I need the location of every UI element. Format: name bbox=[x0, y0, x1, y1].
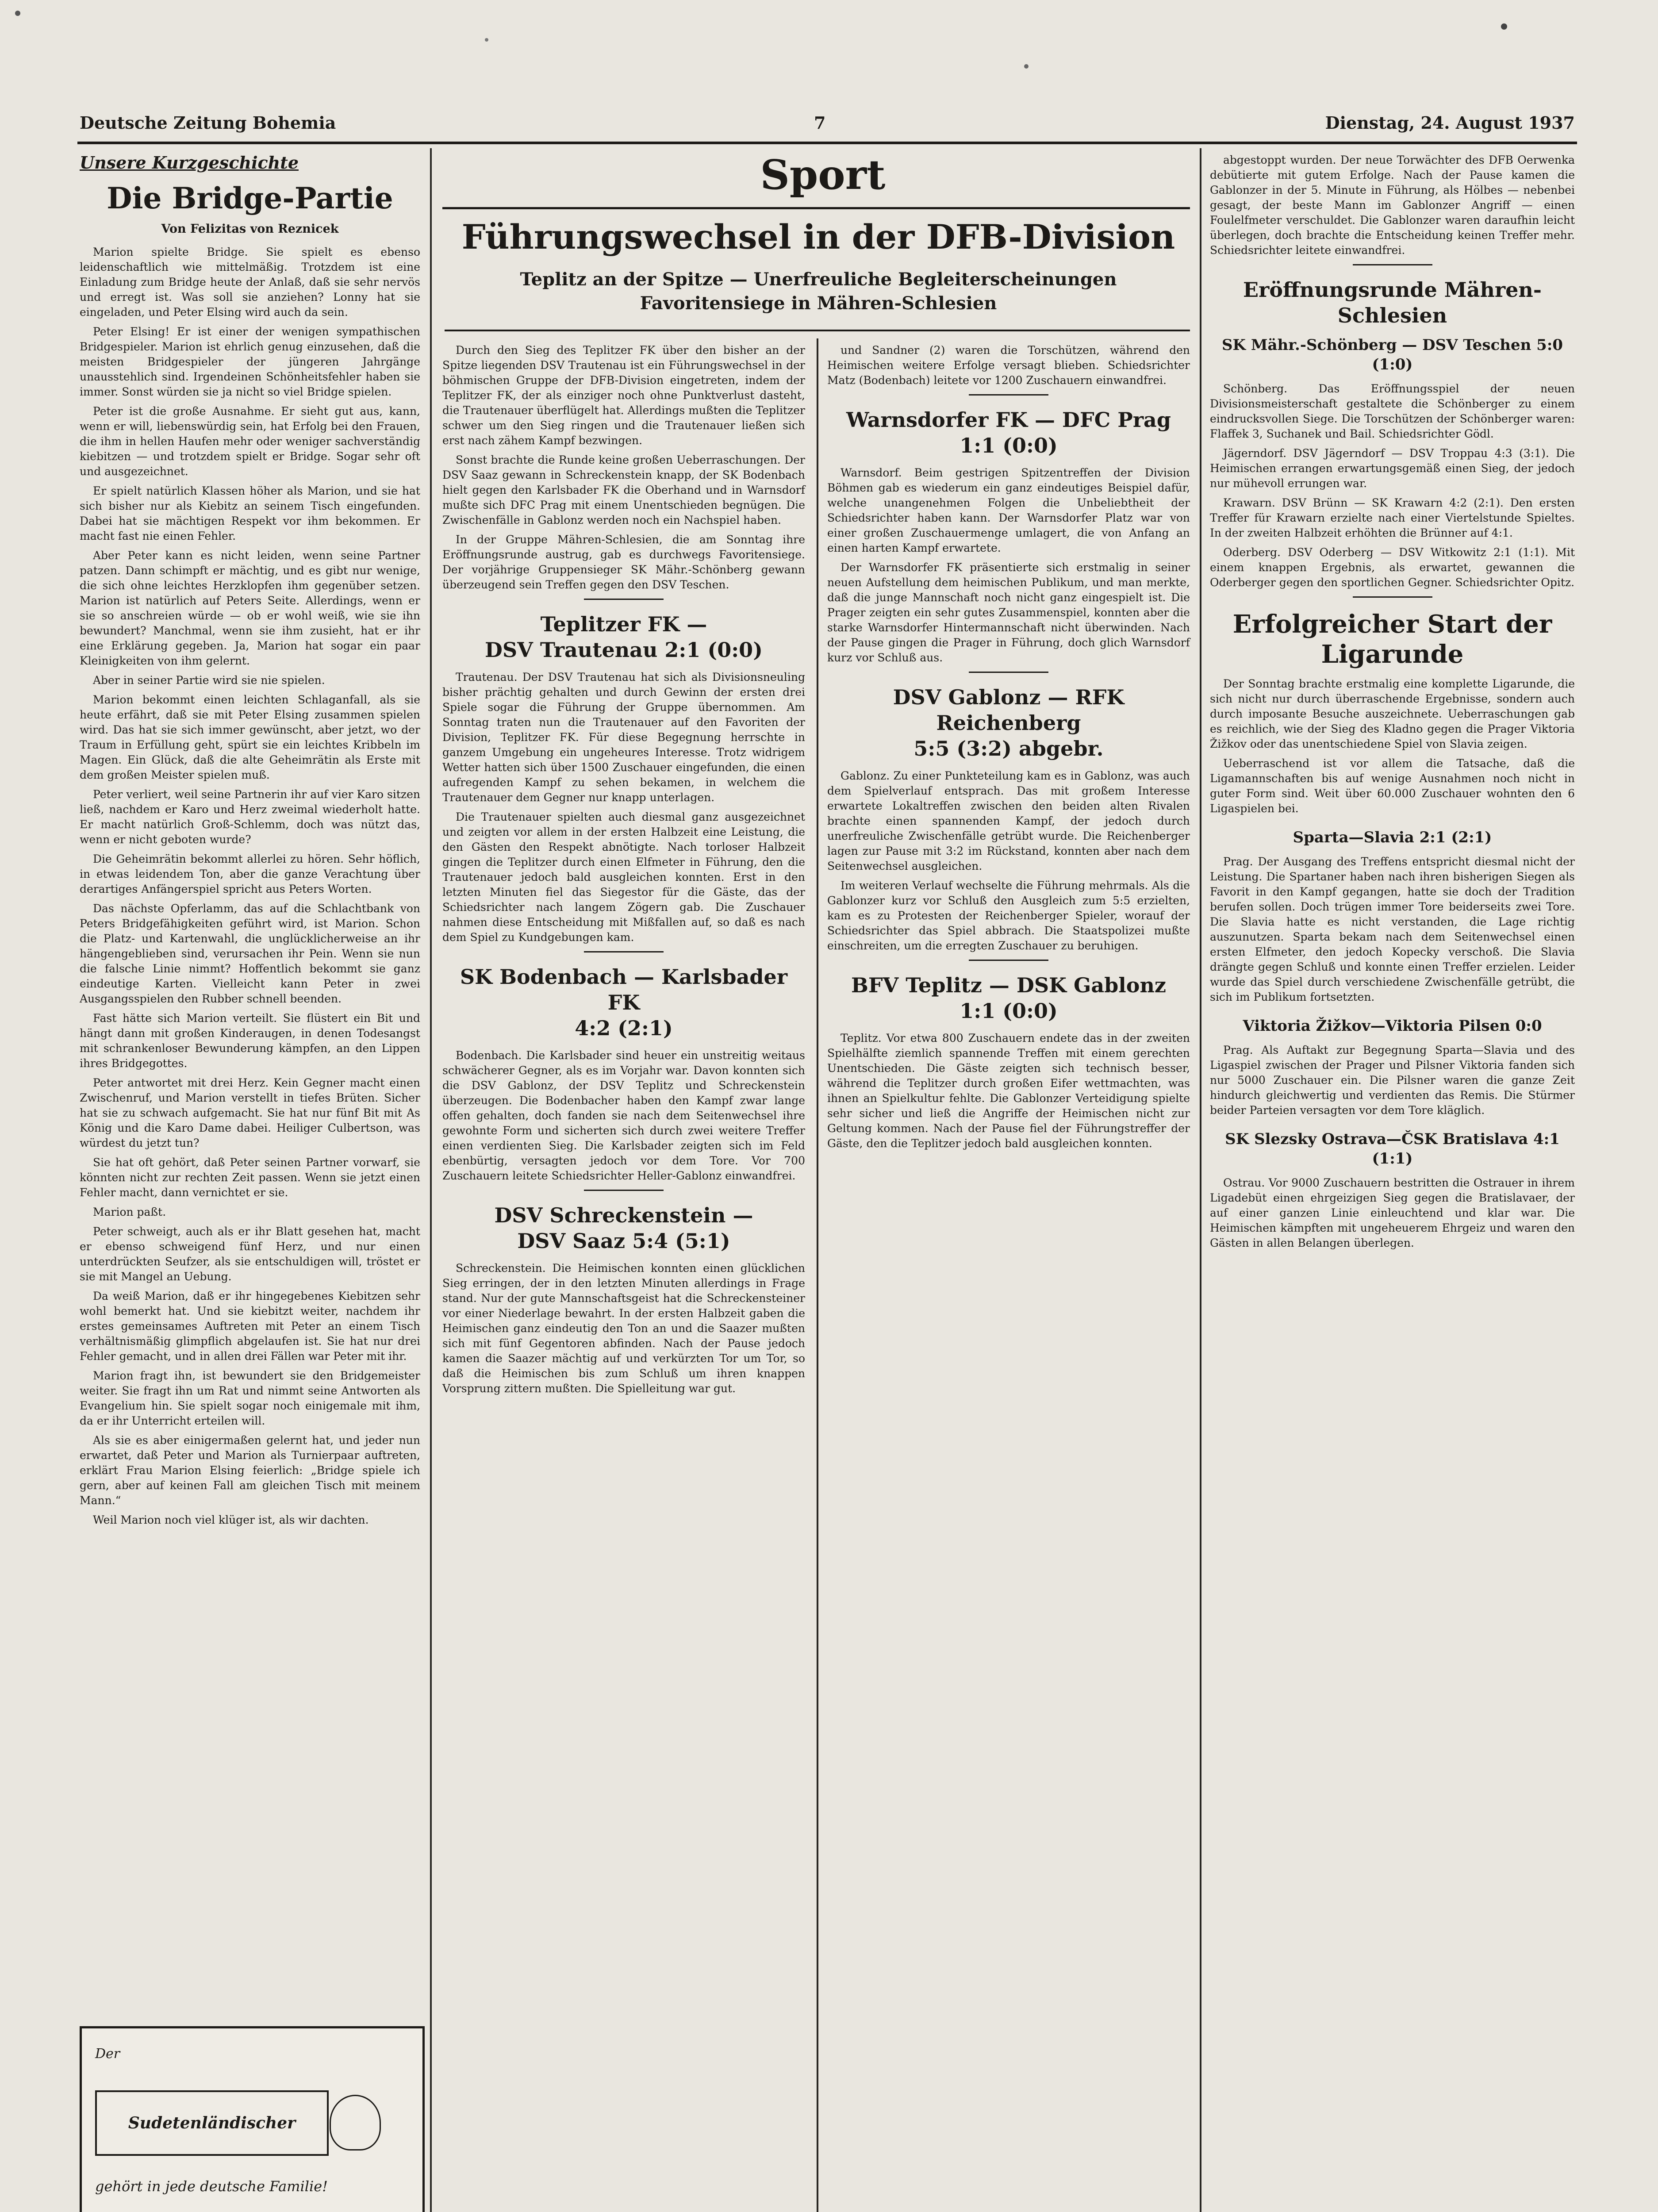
match-headline-line: DSV Gablonz — RFK Reichenberg bbox=[893, 685, 1125, 735]
match-headline-line: DSV Trautenau 2:1 (0:0) bbox=[485, 638, 763, 662]
story-paragraph: Die Geheimrätin bekommt allerlei zu hören. Sehr höflich, in etwas leidendem Ton, aber die ganze Verachtung über derartiges Anfängerspiel spricht aus Peters Worten. bbox=[80, 853, 420, 895]
match-paragraph: Der Warnsdorfer FK präsentierte sich erstmalig in seiner neuen Aufstellung dem heimischen Publikum, und man merkte, daß die junge Mannschaft noch nicht ganz eingespielt ist. Die Prager zeigten ein sehr gutes Zusammenspiel, konnten aber die starke Warnsdorfer Hintermannschaft nicht überwinden. Nach der Pause gingen die Prager in Führung, doch glich Warnsdorf kurz vor Schluß aus. bbox=[827, 561, 1190, 664]
lead-paragraph: Durch den Sieg des Teplitzer FK über den bisher an der Spitze liegenden DSV Trautenau ist ein Führungswechsel in der böhmischen Gruppe der DFB-Division eingetreten, indem der Teplitzer FK, der als einziger noch ohne Punktverlust dasteht, die Trautenauer überflügelt hat. Allerdings mußten die Teplitzer schwer um den Sieg ringen und die Trautenauer ließen sich erst nach zähem Kampf bezwingen. bbox=[442, 344, 805, 447]
story-paragraph: Marion spielte Bridge. Sie spielt es ebenso leidenschaftlich wie mittelmäßig. Trotzdem ist eine Einladung zum Bridge heute der Anlaß, daß sie sehr nervös und erregt ist. Was soll sie anziehen? Lonny hat sie eingeladen, und Peter Elsing wird auch da sein. bbox=[80, 246, 420, 319]
sport-column-left bbox=[442, 343, 805, 1401]
divider bbox=[969, 960, 1048, 961]
story-body bbox=[80, 245, 420, 1528]
match-paragraph: abgestoppt wurden. Der neue Torwächter des DFB Oerwenka debütierte mit gutem Erfolge. Nach der Pause kamen die Gablonzer in der 5. Minute in Führung, als Hölbes — nebenbei gesagt, der beste Mann im Gablonzer Angriff — einen Foulelfmeter verschuldet. Die Gablonzer waren daraufhin leicht überlegen, doch brachte die Entscheidung keinen Treffer mehr. Schiedsrichter leitete einwandfrei. bbox=[1210, 154, 1575, 257]
sport-column-right bbox=[827, 343, 1190, 1156]
section-title: Sport bbox=[760, 151, 886, 199]
match-paragraph: Prag. Der Ausgang des Treffens entspricht diesmal nicht der Leistung. Die Spartaner haben nach ihren bisherigen Siegen als Favorit in den Kampf gegangen, hatte sie doch der Tradition berufen sollen. Doch trügen immer Tore beiderseits zwei Tore. Die Slavia hatte es nicht verstanden, die Lage richtig auszunutzen. Sparta bekam nach dem Seitenwechsel einen ersten Elfmeter, den jedoch Kopecky verschoß. Die Slavia drängte gegen Schluß und konnte einen Treffer erzielen. Leider wurde das Spiel durch verschiedene Zwischenfälle getrübt, die sich im Publikum fortsetzten. bbox=[1210, 855, 1575, 1003]
match-paragraph: Prag. Als Auftakt zur Begegnung Sparta—Slavia und des Ligaspiel zwischen der Prager und Pilsner Viktoria fanden sich nur 5000 Zuschauer ein. Die Pilsner waren die ganze Zeit hindurch gleichwertig und verdienten das Remis. Die Stürmer beider Parteien versagten vor dem Tore kläglich. bbox=[1210, 1044, 1575, 1117]
story-column bbox=[80, 153, 420, 1532]
story-paragraph: Er spielt natürlich Klassen höher als Marion, und sie hat sich bisher nur als Kiebitz an seinem Tisch eingefunden. Dabei hat sie mächtigen Respekt vor ihm bekommen. Er macht fast nie einen Fehler. bbox=[80, 484, 420, 542]
ad-kicker: Der bbox=[95, 2046, 120, 2062]
match-paragraph: Schönberg. Das Eröffnungsspiel der neuen Divisionsmeisterschaft gestaltete die Schönberger zu einem eindrucksvollen Siege. Die Torschützen der Schönberger waren: Flaffek 3, Suchanek und Bail. Schiedsrichter Gödl. bbox=[1210, 382, 1575, 440]
story-paragraph: Peter ist die große Ausnahme. Er sieht gut aus, kann, wenn er will, liebenswürdig sein, hat Erfolg bei den Frauen, die ihm in hellen Haufen mehr oder weniger sachverständig kiebitzen — und trotzdem spielt er Bridge. Sogar sehr oft und ausgezeichnet. bbox=[80, 405, 420, 478]
story-paragraph: Aber in seiner Partie wird sie nie spielen. bbox=[93, 674, 325, 687]
calendar-advertisement bbox=[80, 2026, 425, 2212]
match-paragraph: Der Sonntag brachte erstmalig eine komplette Ligarunde, die sich nicht nur durch überraschende Ergebnisse, sondern auch durch imposante Besuche auszeichnete. Ueberraschungen gab es reichlich, wie der Sieg des Kladno gegen die Prager Viktoria Žižkov oder das unentschiedene Spiel von Slavia zeigen. bbox=[1210, 677, 1575, 750]
story-paragraph: Weil Marion noch viel klüger ist, als wir dachten. bbox=[93, 1513, 369, 1526]
lead-headline: Führungswechsel in der DFB-Division bbox=[461, 217, 1175, 257]
match-headline-line: DSV Schreckenstein — bbox=[494, 1203, 753, 1227]
match-headline-line: Warnsdorfer FK — DFC Prag bbox=[846, 408, 1171, 432]
match-headline: SK Slezsky Ostrava—ČSK Bratislava 4:1 (1:1) bbox=[1225, 1130, 1560, 1167]
story-paragraph: Marion paßt. bbox=[93, 1206, 166, 1218]
ad-title: Sudetenländischer bbox=[95, 2090, 329, 2156]
story-paragraph: Marion fragt ihn, ist bewundert sie den Bridgemeister weiter. Sie fragt ihn um Rat und nimmt seine Antworten als Evangelium hin. Sie spielt sogar noch einigemale mit ihm, da er ihr Unterricht erteilen will. bbox=[80, 1369, 420, 1427]
match-headline bbox=[827, 972, 1190, 1024]
divider bbox=[584, 1190, 664, 1191]
story-paragraph: Fast hätte sich Marion verteilt. Sie flüstert ein Bit und hängt dann mit großen Kinderaugen, in denen Todesangst mit schrankenloser Bewunderung kämpfen, an den Lippen ihres Bridgegottes. bbox=[80, 1012, 420, 1070]
story-byline: Von Felizitas von Reznicek bbox=[161, 222, 339, 236]
column-rule bbox=[430, 148, 432, 2212]
match-paragraph: Jägerndorf. DSV Jägerndorf — DSV Troppau 4:3 (3:1). Die Heimischen errangen erwartungsgemäß einen Sieg, der jedoch nur mühevoll errungen war. bbox=[1210, 447, 1575, 490]
sport-column-far-right bbox=[1210, 153, 1575, 1255]
issue-date: Dienstag, 24. August 1937 bbox=[1325, 113, 1575, 133]
page-header bbox=[80, 113, 1575, 144]
header-rule bbox=[77, 142, 1577, 144]
match-paragraph: Im weiteren Verlauf wechselte die Führung mehrmals. Als die Gablonzer kurz vor Schluß den Ausgleich zum 5:5 erzielten, kam es zu Protesten der Reichenberger Spieler, worauf der Schiedsrichter das Spiel abbrach. Die Staatspolizei mußte einschreiten, um die erregten Zuschauer zu beruhigen. bbox=[827, 879, 1190, 952]
match-headline-line: 5:5 (3:2) abgebr. bbox=[913, 737, 1104, 760]
section-headline: Eröffnungsrunde Mähren-Schlesien bbox=[1243, 278, 1542, 327]
match-paragraph: Ostrau. Vor 9000 Zuschauern bestritten die Ostrauer in ihrem Ligadebüt einen ehrgeizigen Sieg gegen die Bratislavaer, der auf einer ganzen Linie einleuchtend und klar war. Die Heimischen kämpften mit ungeheuerem Ehrgeiz und waren den Gästen in allen Belangen überlegen. bbox=[1210, 1176, 1575, 1249]
match-paragraph: Teplitz. Vor etwa 800 Zuschauern endete das in der zweiten Spielhälfte ziemlich spannende Treffen mit einem gerechten Unentschieden. Die Gäste zeigten sich technisch besser, während die Teplitzer durch großen Eifer wettmachten, was ihnen an Spielkultur fehlte. Die Gablonzer Verteidigung spielte sehr sicher und ließ die Angriffe der Heimischen nicht zur Geltung kommen. Nach der Pause fiel der Führungstreffer der Gäste, den die Teplitzer jedoch bald ausgleichen konnten. bbox=[827, 1032, 1190, 1150]
story-title: Die Bridge-Partie bbox=[107, 181, 393, 215]
match-paragraph: Schreckenstein. Die Heimischen konnten einen glücklichen Sieg erringen, der in den letzten Minuten allerdings in Frage stand. Nur der gute Mannschaftsgeist hat die Schreckensteiner vor einer Niederlage bewahrt. In der ersten Halbzeit gaben die Heimischen ganz eindeutig den Ton an und die Saazer mußten sich mit fünf Gegentoren abfinden. Nach der Pause jedoch kamen die Saazer mächtig auf und verkürzten Tor um Tor, so daß die Heimischen bis zum Schluß um ihren knappen Vorsprung zittern mußten. Die Spielleitung war gut. bbox=[442, 1262, 805, 1395]
column-rule bbox=[817, 338, 818, 2212]
match-headline-line: Teplitzer FK — bbox=[540, 612, 707, 636]
match-headline bbox=[442, 611, 805, 663]
publisher-seal-icon bbox=[330, 2095, 381, 2151]
match-paragraph: und Sandner (2) waren die Torschützen, während den Heimischen weitere Erfolge versagt blieben. Schiedsrichter Matz (Bodenbach) leitete vor 1200 Zuschauern einwandfrei. bbox=[827, 344, 1190, 387]
match-headline: SK Mähr.-Schönberg — DSV Teschen 5:0 (1:0) bbox=[1221, 336, 1563, 373]
match-paragraph: Krawarn. DSV Brünn — SK Krawarn 4:2 (2:1). Den ersten Treffer für Krawarn erzielte nach einer Viertelstunde Spieltes. In der zweiten Halbzeit erhöhten die Brünner auf 4:1. bbox=[1210, 496, 1575, 539]
section-rule bbox=[442, 207, 1190, 209]
lead-subheadline bbox=[447, 268, 1190, 315]
match-headline bbox=[442, 964, 805, 1041]
newspaper-name: Deutsche Zeitung Bohemia bbox=[80, 113, 336, 133]
divider bbox=[969, 394, 1048, 396]
match-headline-line: SK Bodenbach — Karlsbader FK bbox=[460, 965, 788, 1014]
match-headline bbox=[827, 684, 1190, 761]
divider bbox=[1353, 264, 1432, 265]
match-headline bbox=[442, 1202, 805, 1254]
lead-subheadline-line: Teplitz an der Spitze — Unerfreuliche Begleiterscheinungen bbox=[520, 269, 1117, 290]
story-paragraph: Das nächste Opferlamm, das auf die Schlachtbank von Peters Bridgefähigkeiten geführt wird, ist Marion. Schon die Platz- und Kartenwahl, die unglücklicherweise an ihr hängengeblieben sind, verursachen ihr Pein. Wenn sie nun die falsche Linie nimmt? Hoffentlich bekommt sie ganz eindeutige Karten. Vielleicht kann Peter in zwei Ausgangsspielen den Rubber schnell beenden. bbox=[80, 902, 420, 1005]
story-paragraph: Peter Elsing! Er ist einer der wenigen sympathischen Bridgespieler. Marion ist ehrlich genug einzusehen, daß die meisten Bridgespieler der jüngeren Jahrgänge unausstehlich sind. Irgendeinen Schönheitsfehler haben sie immer. Sonst würden sie ja nicht so viel Bridge spielen. bbox=[80, 325, 420, 398]
match-paragraph: Die Trautenauer spielten auch diesmal ganz ausgezeichnet und zeigten vor allem in der ersten Halbzeit eine Leistung, die den Gästen den Respekt abnötigte. Nach torloser Halbzeit gingen die Teplitzer durch einen Elfmeter in Führung, den die Trautenauer jedoch bald ausgleichen konnten. Erst in den letzten Minuten fiel das Siegestor für die Gäste, das der Schiedsrichter nach langem Zögern gab. Die Zuschauer nahmen diese Entscheidung mit Mißfallen auf, so daß es nach dem Spiel zu Kundgebungen kam. bbox=[442, 810, 805, 944]
match-paragraph: Gablonz. Zu einer Punkteteilung kam es in Gablonz, was auch dem Spielverlauf entsprach. Das mit großem Interesse erwartete Lokaltreffen zwischen den beiden alten Rivalen brachte einen spannenden Kampf, der jedoch durch unerfreuliche Zwischenfälle getrübt wurde. Die Reichenberger lagen zur Pause mit 3:2 im Rückstand, konnten aber nach dem Seitenwechsel ausgleichen. bbox=[827, 769, 1190, 872]
match-headline bbox=[827, 407, 1190, 458]
lead-subheadline-line: Favoritensiege in Mähren-Schlesien bbox=[640, 293, 997, 314]
divider bbox=[1353, 596, 1432, 598]
match-paragraph: Bodenbach. Die Karlsbader sind heuer ein unstreitig weitaus schwächerer Gegner, als es im Vorjahr war. Davon konnten sich die DSV Gablonz, der DSV Teplitz und Schreckenstein überzeugen. Die Bodenbacher haben den Kampf zwar lange offen gehalten, doch fanden sie nach dem Seitenwechsel ihre gewohnte Form und sicherten sich durch zwei weitere Treffer einen verdienten Sieg. Die Karlsbader zeigten sich im Feld ebenbürtig, versagten jedoch vor dem Tore. Vor 700 Zuschauern leitete Schiedsrichter Heller-Gablonz einwandfrei. bbox=[442, 1049, 805, 1182]
story-paragraph: Peter antwortet mit drei Herz. Kein Gegner macht einen Zwischenruf, und Marion verstellt in tiefes Brüten. Sicher hat sie zu schwach aufgemacht. Sie hat nur fünf Bit mit As König und die Karo Dame dabei. Heiliger Culbertson, was würdest du jetzt tun? bbox=[80, 1076, 420, 1149]
divider bbox=[584, 599, 664, 600]
match-paragraph: Ueberraschend ist vor allem die Tatsache, daß die Ligamannschaften bis auf wenige Ausnahmen noch nicht in guter Form sind. Weit über 60.000 Zuschauer wohnten den 6 Ligaspielen bei. bbox=[1210, 757, 1575, 815]
story-kicker: Unsere Kurzgeschichte bbox=[80, 153, 299, 173]
section-headline: Erfolgreicher Start der Ligarunde bbox=[1232, 610, 1552, 669]
match-headline-line: 1:1 (0:0) bbox=[959, 434, 1058, 457]
match-headline-line: DSV Saaz 5:4 (5:1) bbox=[517, 1229, 730, 1253]
match-paragraph: Trautenau. Der DSV Trautenau hat sich als Divisionsneuling bisher prächtig gehalten und durch Gewinn der ersten drei Spiele sogar die Führung der Gruppe übernommen. Am Sonntag traten nun die Trautenauer auf den Favoriten der Division, Teplitzer FK. Für diese Begegnung herrschte in ganzem Umgebung ein ungeheures Interesse. Trotz widrigem Wetter hatten sich über 1500 Zuschauer eingefunden, die einen aufregenden Kampf zu sehen bekamen, in welchem die Trautenauer dem Gegner nur knapp unterlagen. bbox=[442, 671, 805, 804]
story-paragraph: Als sie es aber einigermaßen gelernt hat, und jeder nun erwartet, daß Peter und Marion als Turnierpaar auftreten, erklärt Frau Marion Elsing feierlich: „Bridge spiele ich gern, aber auf keinen Fall am gleichen Tisch mit meinem Mann.“ bbox=[80, 1434, 420, 1507]
match-paragraph: Warnsdorf. Beim gestrigen Spitzentreffen der Division Böhmen gab es wiederum ein ganz eindeutiges Beispiel dafür, welche unangenehmen Folgen die Unbeliebtheit der Schiedsrichter haben kann. Der Warnsdorfer Platz war von einer großen Zuschauermenge umlagert, die von Anfang an einen harten Kampf erwartete. bbox=[827, 466, 1190, 554]
lead-paragraph: In der Gruppe Mähren-Schlesien, die am Sonntag ihre Eröffnungsrunde austrug, gab es durchwegs Favoritensiege. Der vorjährige Gruppensieger SK Mähr.-Schönberg gewann überzeugend sein Treffen gegen den DSV Teschen. bbox=[442, 533, 805, 591]
ad-slogan: gehört in jede deutsche Familie! bbox=[95, 2178, 328, 2195]
story-paragraph: Aber Peter kann es nicht leiden, wenn seine Partner patzen. Dann schimpft er mächtig, und es gibt nur wenige, die sich ohne leichtes Herzklopfen ihm gegenüber setzen. Marion ist natürlich auf Peters Seite. Allerdings, wenn er sie so anschreien würde — ob er wohl weiß, wie sie ihn bewundert? Manchmal, wenn sie ihm zusieht, hat er ihr eine Erklärung gegeben. Ja, Marion hat sogar ein paar Kleinigkeiten von ihm gelernt. bbox=[80, 549, 420, 667]
match-headline: Viktoria Žižkov—Viktoria Pilsen 0:0 bbox=[1243, 1017, 1542, 1035]
story-paragraph: Peter verliert, weil seine Partnerin ihr auf vier Karo sitzen ließ, nachdem er Karo und Herz zweimal wiederholt hatte. Er macht natürlich Groß-Schlemm, doch was nützt das, wenn er nicht geboten wurde? bbox=[80, 788, 420, 846]
match-headline: Sparta—Slavia 2:1 (2:1) bbox=[1293, 829, 1492, 846]
match-headline-line: 1:1 (0:0) bbox=[959, 999, 1058, 1023]
column-rule bbox=[1200, 148, 1201, 2212]
lead-paragraph: Sonst brachte die Runde keine großen Ueberraschungen. Der DSV Saaz gewann in Schreckenstein knapp, der SK Bodenbach hielt gegen den Karlsbader FK die Oberhand und in Warnsdorf mußte sich DFC Prag mit einem Unentschieden begnügen. Die Zwischenfälle in Gablonz werden noch ein Nachspiel haben. bbox=[442, 453, 805, 526]
page-number: 7 bbox=[814, 113, 826, 133]
divider bbox=[584, 951, 664, 952]
lead-rule bbox=[445, 330, 1190, 331]
story-paragraph: Da weiß Marion, daß er ihr hingegebenes Kiebitzen sehr wohl bemerkt hat. Und sie kiebitzt weiter, nachdem ihr erstes gemeinsames Auftreten mit Peter an einem Tisch verhältnismäßig glimpflich abgelaufen ist. Sie hat nur drei Fehler gemacht, und in allen drei Fällen war Peter mit ihr. bbox=[80, 1290, 420, 1363]
match-paragraph: Oderberg. DSV Oderberg — DSV Witkowitz 2:1 (1:1). Mit einem knappen Ergebnis, als erwartet, gewannen die Oderberger gegen den sportlichen Gegner. Schiedsrichter Opitz. bbox=[1210, 546, 1575, 589]
story-paragraph: Sie hat oft gehört, daß Peter seinen Partner vorwarf, sie könnten nicht zur rechten Zeit passen. Wenn sie jetzt einen Fehler macht, dann vernichtet er sie. bbox=[80, 1156, 420, 1199]
match-headline-line: BFV Teplitz — DSK Gablonz bbox=[851, 973, 1167, 997]
match-headline-line: 4:2 (2:1) bbox=[575, 1016, 673, 1040]
divider bbox=[969, 672, 1048, 673]
story-paragraph: Marion bekommt einen leichten Schlaganfall, als sie heute erfährt, daß sie mit Peter Elsing zusammen spielen wird. Das hat sie sich immer gewünscht, aber jetzt, wo der Traum in Erfüllung geht, spürt sie ein leichtes Kribbeln im Magen. Ein Glück, daß die alte Geheimrätin als Erste mit dem großen Meister spielen muß. bbox=[80, 693, 420, 781]
story-paragraph: Peter schweigt, auch als er ihr Blatt gesehen hat, macht er ebenso schweigend fünf Herz, und nur einen unterdrückten Seufzer, als sie entschuldigen will, tröstet er sie mit Mangel an Uebung. bbox=[80, 1225, 420, 1283]
